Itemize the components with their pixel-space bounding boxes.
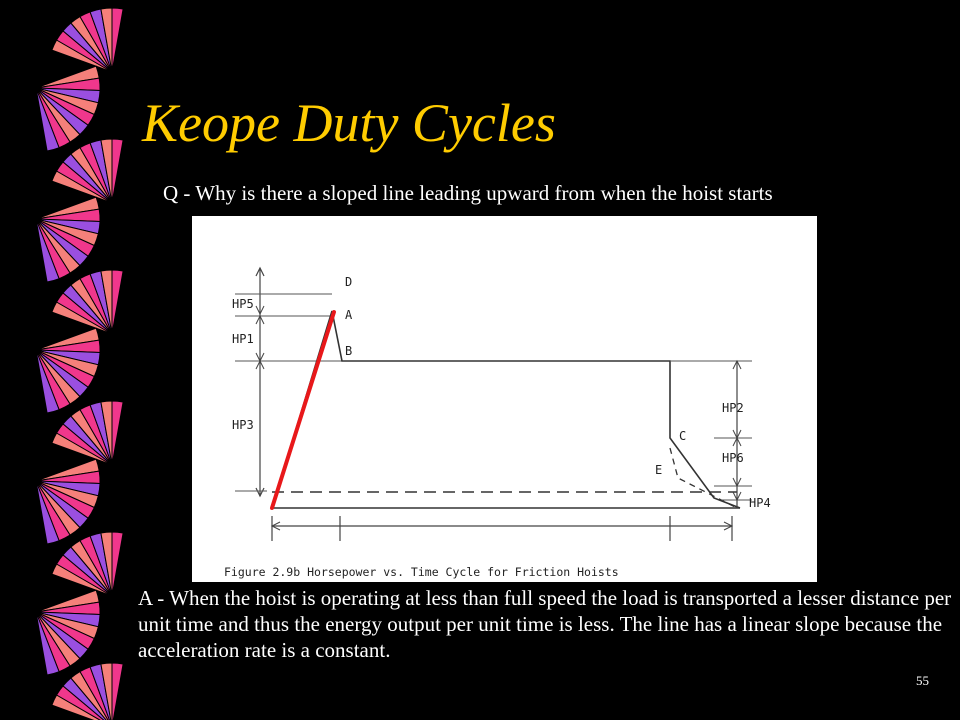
figure-horsepower-time-cycle xyxy=(192,216,817,582)
question-text: Q - Why is there a sloped line leading upward from when the hoist starts xyxy=(163,181,773,205)
answer-text: A - When the hoist is operating at less than full speed the load is transported a lesser distance per unit time and thus the energy output per unit time is less. The line has a linear slope because the acceleration rate is a constant. xyxy=(138,586,952,662)
figure-caption: Figure 2.9b Horsepower vs. Time Cycle for Friction Hoists xyxy=(224,565,619,579)
slide-number: 55 xyxy=(916,673,929,688)
label-hp6: HP6 xyxy=(722,451,744,465)
label-hp4: HP4 xyxy=(749,496,771,510)
fan-shape xyxy=(36,590,100,675)
fan-shape xyxy=(36,459,100,544)
decorative-fan-border xyxy=(0,0,130,720)
label-hp2: HP2 xyxy=(722,401,744,415)
label-d: D xyxy=(345,275,353,289)
label-hp1: HP1 xyxy=(232,332,254,346)
label-c: C xyxy=(679,429,687,443)
slide-title: Keope Duty Cycles xyxy=(142,93,556,153)
fan-shape xyxy=(52,663,123,720)
label-b: B xyxy=(345,344,353,358)
fan-shape xyxy=(52,8,123,72)
label-hp5: HP5 xyxy=(232,297,254,311)
highlighted-acceleration-slope xyxy=(272,312,334,508)
cycle-curve xyxy=(272,311,740,508)
fan-shape xyxy=(52,270,123,334)
fan-shape xyxy=(52,139,123,203)
fan-shape xyxy=(36,197,100,282)
fan-shape xyxy=(36,328,100,413)
label-a: A xyxy=(345,308,353,322)
fan-shape xyxy=(52,532,123,596)
label-e: E xyxy=(655,463,663,477)
fan-shape xyxy=(52,401,123,465)
fan-shape xyxy=(36,66,100,151)
label-hp3: HP3 xyxy=(232,418,254,432)
